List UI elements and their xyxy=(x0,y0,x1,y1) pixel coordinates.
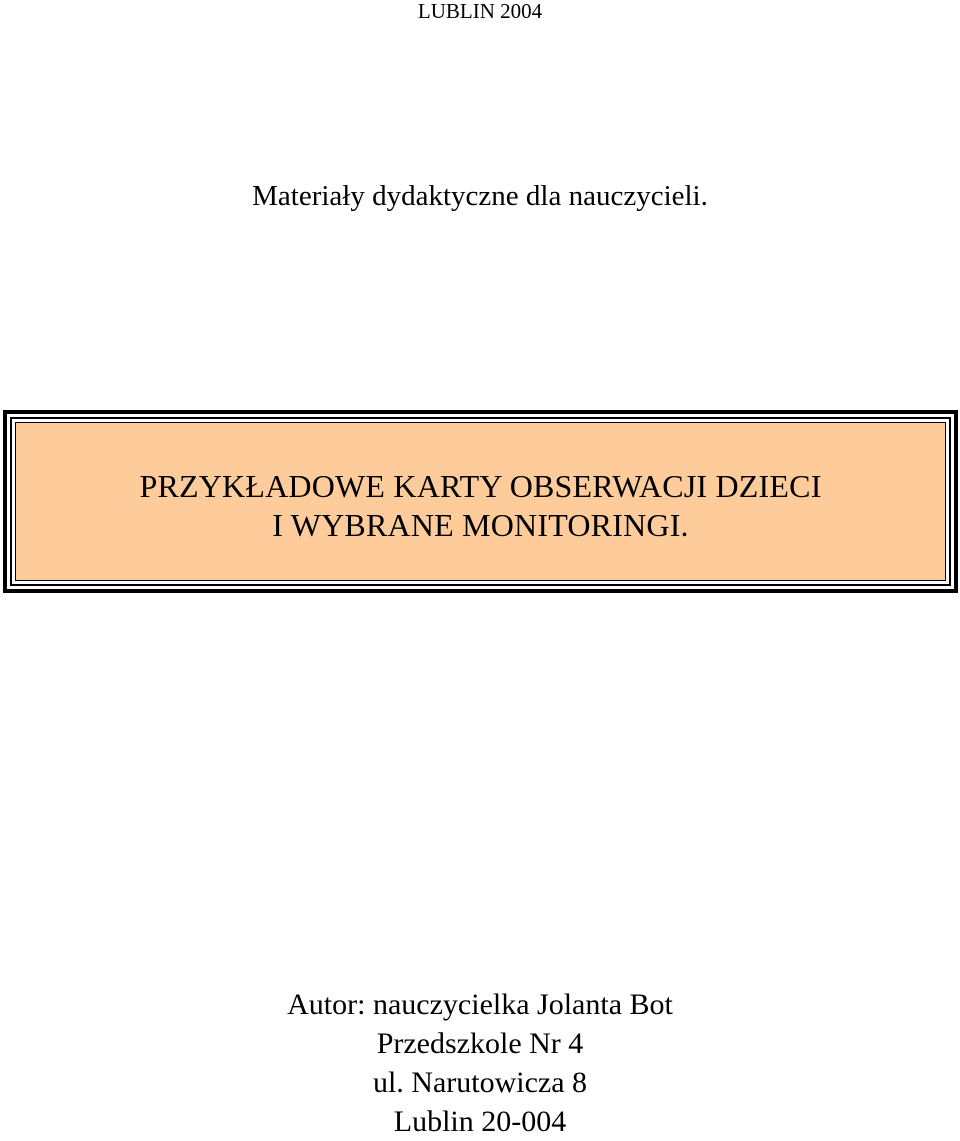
author-city: Lublin 20-004 xyxy=(393,1105,567,1138)
title-box-fill xyxy=(15,422,946,581)
title-line-1: PRZYKŁADOWE KARTY OBSERWACJI DZIECI xyxy=(139,468,822,504)
title-line-2: I WYBRANE MONITORINGI. xyxy=(272,507,689,543)
title-box xyxy=(3,410,958,593)
header-place-year: LUBLIN 2004 xyxy=(417,0,543,23)
document-subtitle: Materiały dydaktyczne dla nauczycieli. xyxy=(252,180,708,212)
author-name: Autor: nauczycielka Jolanta Bot xyxy=(287,988,673,1021)
document-title xyxy=(16,467,945,545)
author-institution: Przedszkole Nr 4 xyxy=(376,1027,584,1060)
author-street: ul. Narutowicza 8 xyxy=(372,1066,588,1099)
author-block xyxy=(0,985,960,1141)
title-box-frame xyxy=(10,417,951,586)
